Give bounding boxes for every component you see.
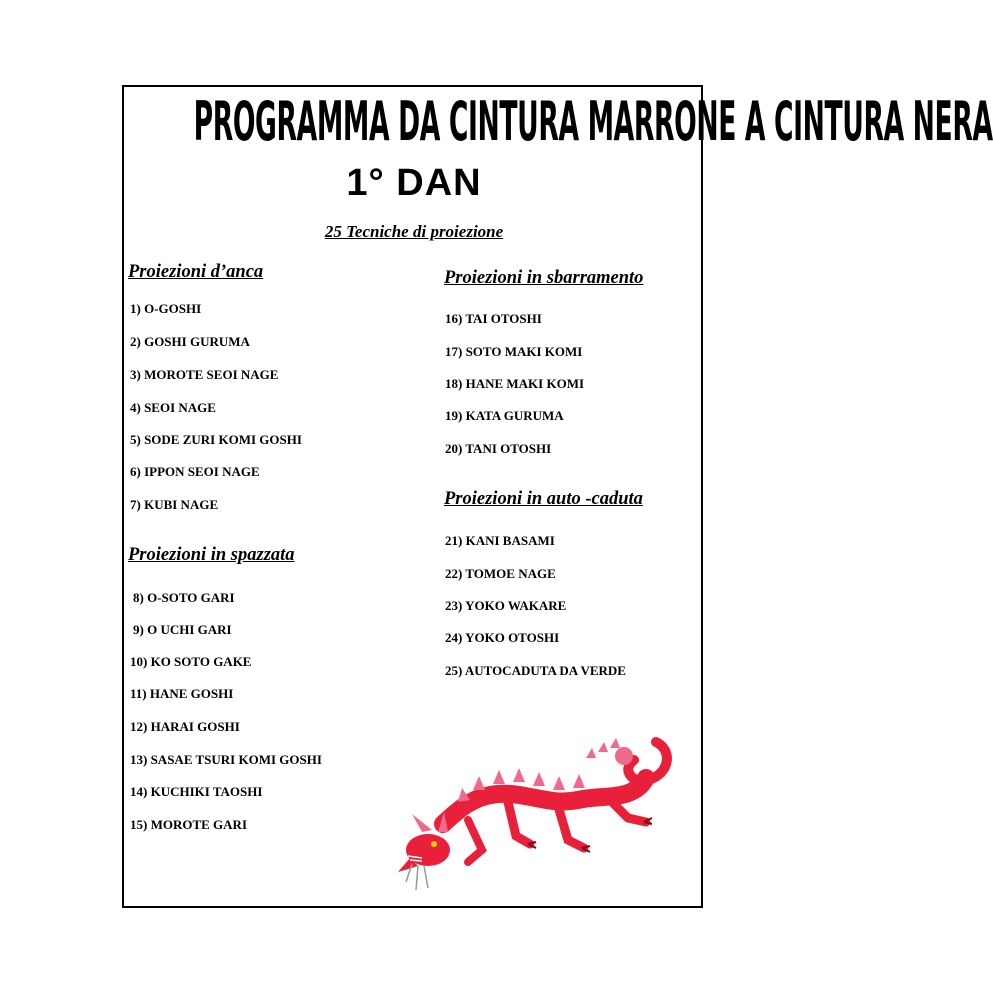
main-title: PROGRAMMA DA CINTURA MARRONE A CINTURA NERA xyxy=(193,92,993,154)
list-item: 1) O-GOSHI xyxy=(130,301,202,316)
section-title-spazzata: Proiezioni in spazzata xyxy=(128,545,295,565)
list-item: 6) IPPON SEOI NAGE xyxy=(130,464,260,479)
list-item: 5) SODE ZURI KOMI GOSHI xyxy=(130,432,302,447)
list-item: 18) HANE MAKI KOMI xyxy=(445,376,585,391)
list-item: 11) HANE GOSHI xyxy=(130,686,234,701)
list-item: 22) TOMOE NAGE xyxy=(445,566,556,581)
section-title-sbarramento: Proiezioni in sbarramento xyxy=(444,268,644,288)
list-item: 3) MOROTE SEOI NAGE xyxy=(130,367,279,382)
list-item: 12) HARAI GOSHI xyxy=(130,719,240,734)
list-item: 13) SASAE TSURI KOMI GOSHI xyxy=(130,752,322,767)
list-item: 14) KUCHIKI TAOSHI xyxy=(130,784,263,799)
list-item: 15) MOROTE GARI xyxy=(130,817,247,832)
subtitle: 25 Tecniche di proiezione xyxy=(324,222,504,241)
list-item: 21) KANI BASAMI xyxy=(445,533,555,548)
list-item: 19) KATA GURUMA xyxy=(445,408,564,423)
list-item: 16) TAI OTOSHI xyxy=(445,311,542,326)
list-item: 23) YOKO WAKARE xyxy=(445,598,567,613)
list-item: 25) AUTOCADUTA DA VERDE xyxy=(445,663,626,678)
list-item: 2) GOSHI GURUMA xyxy=(130,334,250,349)
list-item: 20) TANI OTOSHI xyxy=(445,441,552,456)
dan-title: 1° DAN xyxy=(346,162,482,204)
section-title-anca: Proiezioni d’anca xyxy=(128,262,264,282)
dragon-icon xyxy=(398,732,678,897)
list-item: 7) KUBI NAGE xyxy=(130,497,219,512)
section-title-caduta: Proiezioni in auto -caduta xyxy=(444,489,643,509)
list-item: 4) SEOI NAGE xyxy=(130,400,216,415)
list-item: 24) YOKO OTOSHI xyxy=(445,630,560,645)
list-item: 10) KO SOTO GAKE xyxy=(130,654,252,669)
list-item: 17) SOTO MAKI KOMI xyxy=(445,344,583,359)
list-item: 9) O UCHI GARI xyxy=(133,622,232,637)
list-item: 8) O-SOTO GARI xyxy=(133,590,235,605)
